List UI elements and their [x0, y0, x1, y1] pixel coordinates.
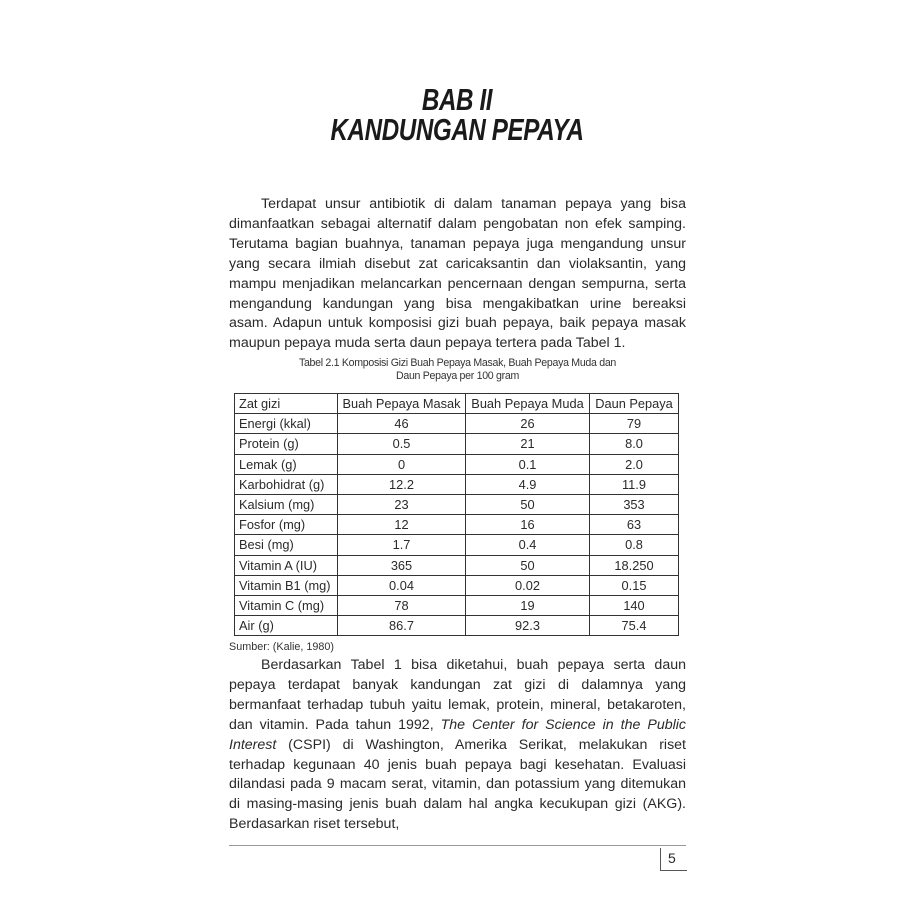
nutrient-name-cell: Vitamin C (mg): [235, 595, 338, 615]
nutrient-value-cell: 8.0: [590, 434, 679, 454]
body-paragraph: [229, 656, 686, 835]
nutrient-name-cell: Energi (kkal): [235, 414, 338, 434]
nutrient-value-cell: 86.7: [338, 616, 466, 636]
body-text-part-1: Berdasarkan Tabel 1 bisa diketahui, buah pepaya serta daun pepaya terdapat banyak kandungan zat gizi di dalamnya yang bermanfaat terhadap tubuh yaitu lemak, protein, mineral, betakaroten, dan vitamin. Pada tahun 1992,: [229, 657, 686, 733]
nutrient-value-cell: 12.2: [338, 474, 466, 494]
nutrient-name-cell: Vitamin B1 (mg): [235, 575, 338, 595]
table-row: [235, 474, 679, 494]
chapter-title: KANDUNGAN PEPAYA: [330, 112, 584, 147]
nutrient-value-cell: 46: [338, 414, 466, 434]
nutrient-name-cell: Air (g): [235, 616, 338, 636]
header-young-papaya: Buah Pepaya Muda: [466, 394, 590, 414]
nutrient-value-cell: 0: [338, 454, 466, 474]
intro-paragraph: [229, 195, 686, 354]
nutrition-table: [234, 393, 679, 636]
organization-name: The Center for Science in the Public Interest: [229, 716, 686, 753]
table-header-row: [235, 394, 679, 414]
nutrient-value-cell: 78: [338, 595, 466, 615]
table-row: [235, 494, 679, 514]
nutrient-name-cell: Karbohidrat (g): [235, 474, 338, 494]
table-row: [235, 616, 679, 636]
nutrient-value-cell: 0.02: [466, 575, 590, 595]
nutrient-value-cell: 0.1: [466, 454, 590, 474]
nutrient-value-cell: 0.04: [338, 575, 466, 595]
nutrient-value-cell: 63: [590, 515, 679, 535]
table-row: [235, 454, 679, 474]
table-caption-line-1: Tabel 2.1 Komposisi Gizi Buah Pepaya Masak, Buah Pepaya Muda dan: [298, 357, 617, 369]
nutrient-value-cell: 365: [338, 555, 466, 575]
table-source: Sumber: (Kalie, 1980): [229, 641, 335, 653]
chapter-label: BAB II: [421, 82, 493, 117]
table-row: [235, 515, 679, 535]
header-ripe-papaya: Buah Pepaya Masak: [338, 394, 466, 414]
footer-divider: [229, 845, 686, 846]
table-row: [235, 535, 679, 555]
nutrient-value-cell: 140: [590, 595, 679, 615]
intro-paragraph-text: Terdapat unsur antibiotik di dalam tanaman pepaya yang bisa dimanfaatkan sebagai alternatif dalam pengobatan non efek samping. Terutama bagian buahnya, tanaman pepaya juga mengandung unsur yang secara ilmiah disebut zat caricaksantin dan violaksantin, yang mampu menjadikan melancarkan pencernaan dengan sempurna, serta mengandung kandungan yang bisa mengakibatkan urine bereaksi asam. Adapun untuk komposisi gizi buah pepaya, baik pepaya masak maupun pepaya muda serta daun pepaya tertera pada Tabel 1.: [229, 196, 686, 352]
table-row: [235, 595, 679, 615]
header-nutrient: Zat gizi: [235, 394, 338, 414]
nutrient-value-cell: 21: [466, 434, 590, 454]
nutrient-value-cell: 26: [466, 414, 590, 434]
nutrient-value-cell: 0.4: [466, 535, 590, 555]
nutrient-value-cell: 19: [466, 595, 590, 615]
nutrient-name-cell: Kalsium (mg): [235, 494, 338, 514]
table-caption: [229, 357, 686, 383]
table-row: [235, 414, 679, 434]
nutrient-name-cell: Vitamin A (IU): [235, 555, 338, 575]
nutrient-name-cell: Lemak (g): [235, 454, 338, 474]
nutrient-value-cell: 92.3: [466, 616, 590, 636]
nutrient-value-cell: 23: [338, 494, 466, 514]
nutrient-value-cell: 16: [466, 515, 590, 535]
nutrient-value-cell: 0.15: [590, 575, 679, 595]
body-text-part-2: (CSPI) di Washington, Amerika Serikat, melakukan riset terhadap kegunaan 40 jenis buah pepaya bagi kesehatan. Evaluasi dilandasi pada 9 macam serat, vitamin, dan potassium yang ditemukan di masing-masing jenis buah dalam hal angka kecukupan gizi (AKG). Berdasarkan riset tersebut,: [229, 736, 686, 833]
table-row: [235, 434, 679, 454]
nutrient-value-cell: 50: [466, 494, 590, 514]
nutrient-value-cell: 79: [590, 414, 679, 434]
nutrient-value-cell: 75.4: [590, 616, 679, 636]
table-caption-line-2: Daun Pepaya per 100 gram: [396, 370, 519, 382]
nutrient-name-cell: Besi (mg): [235, 535, 338, 555]
nutrient-name-cell: Protein (g): [235, 434, 338, 454]
nutrient-value-cell: 353: [590, 494, 679, 514]
table-row: [235, 575, 679, 595]
body-paragraph-text: [229, 656, 686, 835]
header-papaya-leaf: Daun Pepaya: [590, 394, 679, 414]
nutrient-value-cell: 18.250: [590, 555, 679, 575]
nutrient-value-cell: 1.7: [338, 535, 466, 555]
nutrient-value-cell: 4.9: [466, 474, 590, 494]
nutrient-value-cell: 0.5: [338, 434, 466, 454]
nutrient-value-cell: 11.9: [590, 474, 679, 494]
nutrient-value-cell: 2.0: [590, 454, 679, 474]
nutrient-value-cell: 50: [466, 555, 590, 575]
nutrient-value-cell: 12: [338, 515, 466, 535]
nutrient-value-cell: 0.8: [590, 535, 679, 555]
nutrient-name-cell: Fosfor (mg): [235, 515, 338, 535]
page-number: 5: [668, 850, 676, 866]
table-row: [235, 555, 679, 575]
